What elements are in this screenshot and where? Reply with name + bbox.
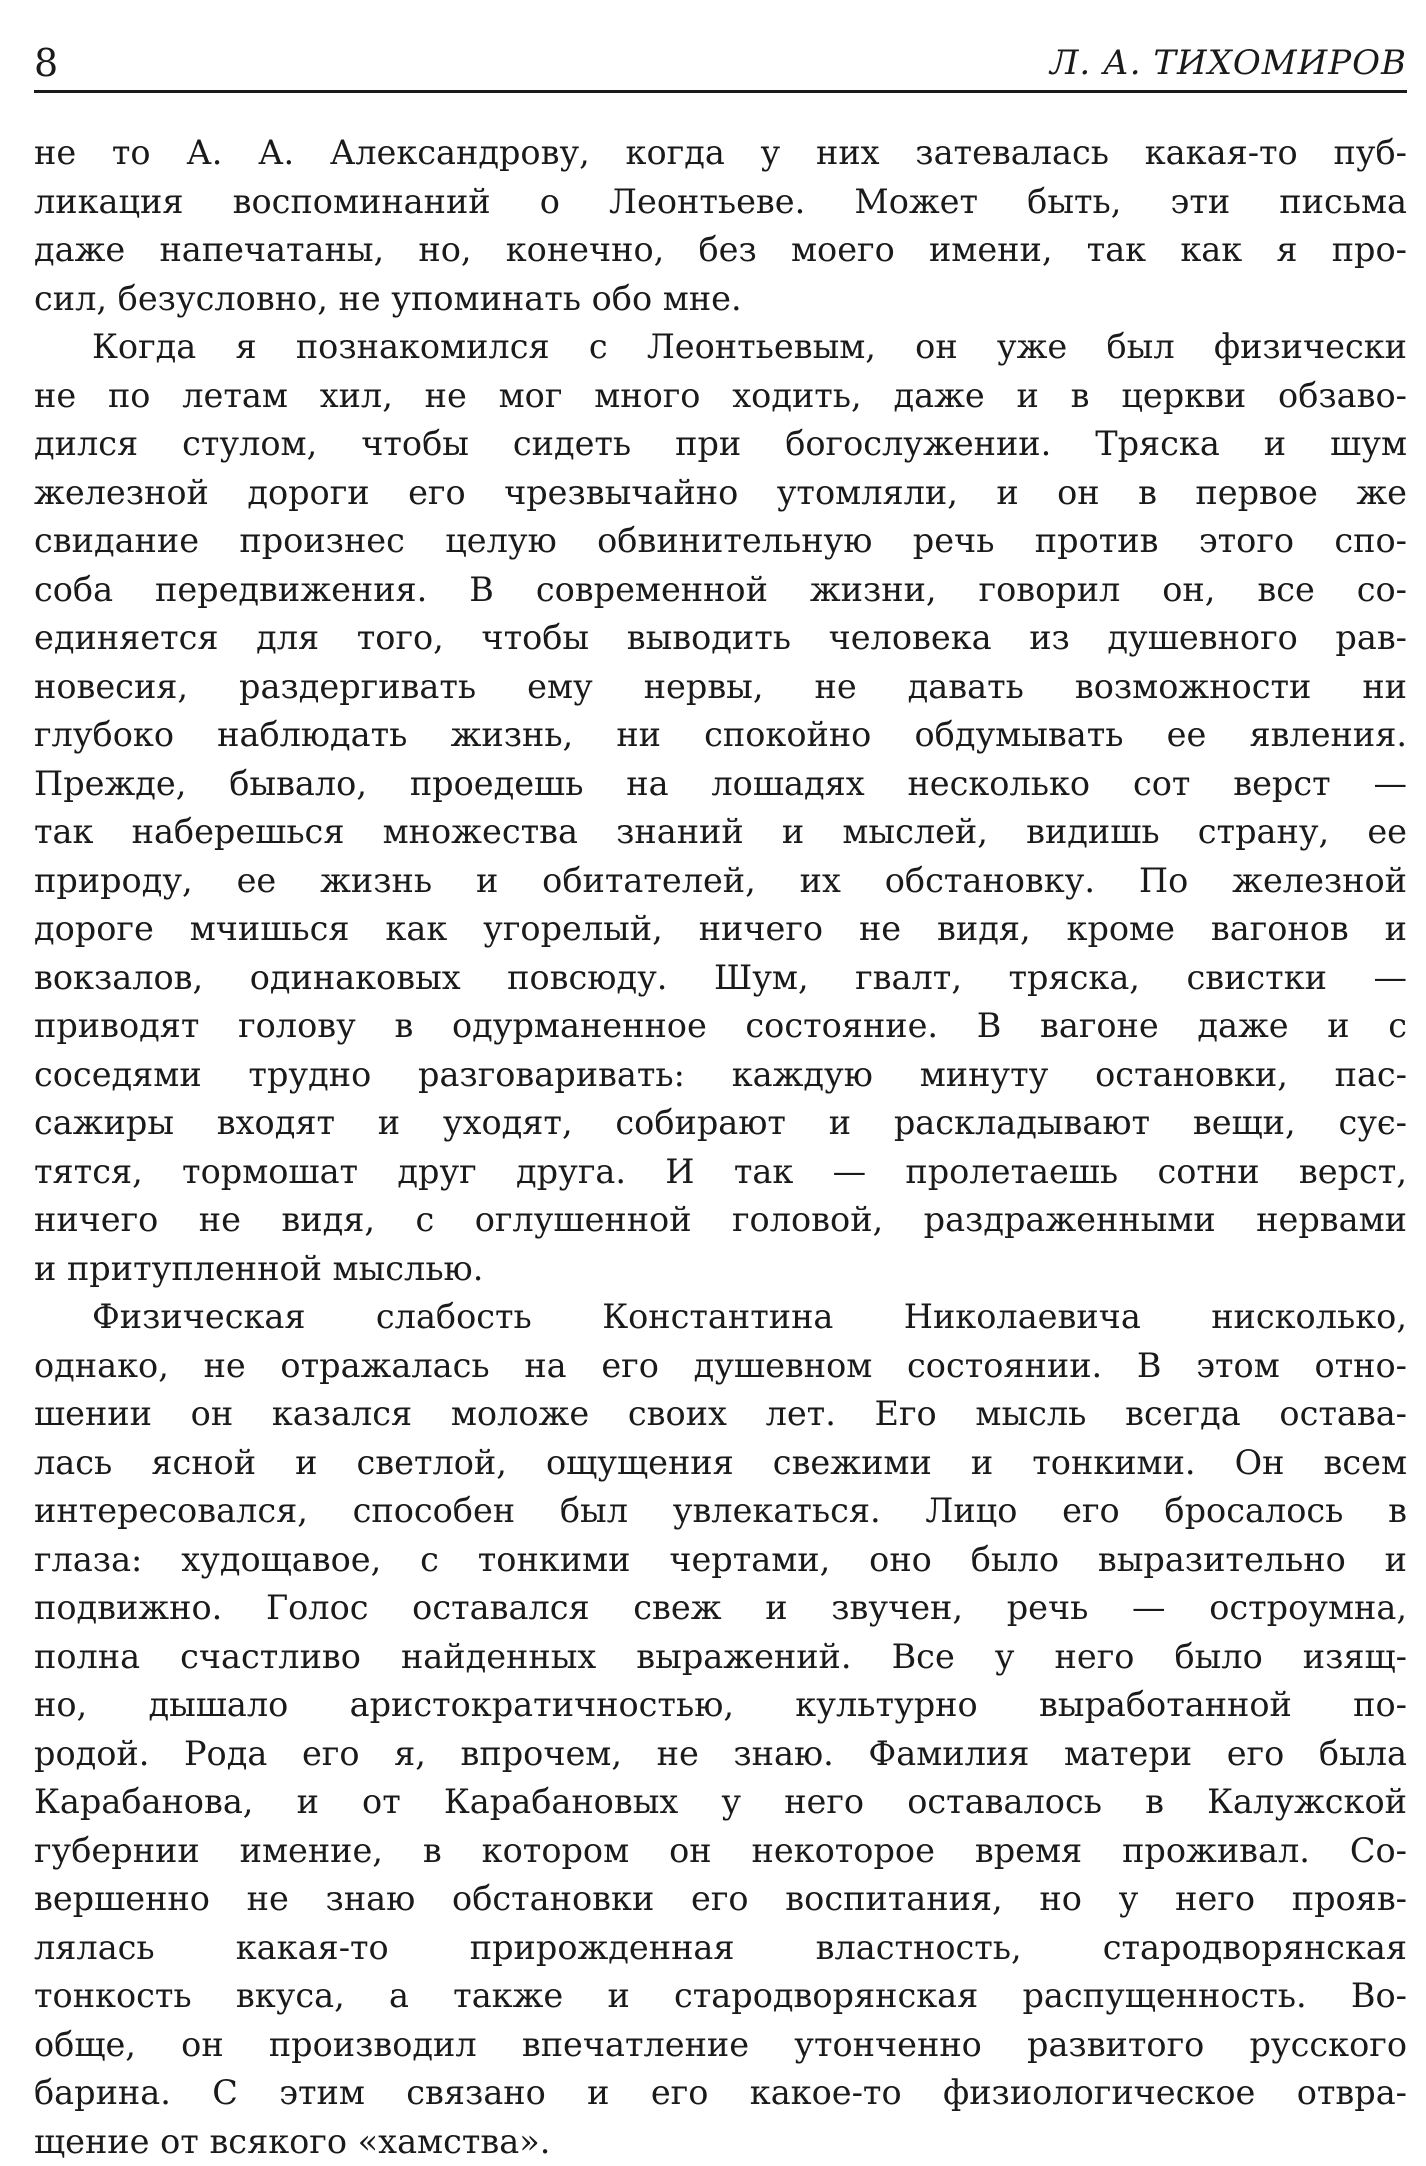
text-line: барина. С этим связано и его какое-то физиологическое отвра- [34,2069,1407,2118]
text-line: ничего не видя, с оглушенной головой, раздраженными нервами [34,1196,1407,1245]
text-line: полна счастливо найденных выражений. Все у него было изящ- [34,1633,1407,1682]
text-line: ликация воспоминаний о Леонтьеве. Может быть, эти письма [34,178,1407,227]
text-line: щение от всякого «хамства». [34,2118,1407,2166]
text-line: дился стулом, чтобы сидеть при богослужении. Тряска и шум [34,420,1407,469]
text-line: однако, не отражалась на его душевном состоянии. В этом отно- [34,1342,1407,1391]
text-line: тонкость вкуса, а также и стародворянская распущенность. Во- [34,1972,1407,2021]
text-line: глаза: худощавое, с тонкими чертами, оно было выразительно и [34,1536,1407,1585]
text-line: родой. Рода его я, впрочем, не знаю. Фамилия матери его была [34,1730,1407,1779]
text-line: глубоко наблюдать жизнь, ни спокойно обдумывать ее явления. [34,711,1407,760]
text-line: Прежде, бывало, проедешь на лошадях несколько сот верст — [34,760,1407,809]
text-line: лялась какая-то прирожденная властность, стародворянская [34,1924,1407,1973]
text-line: соседями трудно разговаривать: каждую минуту остановки, пас- [34,1051,1407,1100]
book-page [34,38,1407,2166]
text-line: сажиры входят и уходят, собирают и раскладывают вещи, сує- [34,1099,1407,1148]
text-line: соба передвижения. В современной жизни, говорил он, все со- [34,566,1407,615]
running-head [34,38,1407,93]
body-text [34,129,1407,2166]
text-line: природу, ее жизнь и обитателей, их обстановку. По железной [34,857,1407,906]
text-line: так наберешься множества знаний и мыслей, видишь страну, ее [34,808,1407,857]
page-number: 8 [34,40,58,86]
text-line: железной дороги его чрезвычайно утомляли, и он в первое же [34,469,1407,518]
paragraph [34,1293,1407,2166]
text-line: Когда я познакомился с Леонтьевым, он уже был физически [34,323,1407,372]
text-line: лась ясной и светлой, ощущения свежими и тонкими. Он всем [34,1439,1407,1488]
text-line: свидание произнес целую обвинительную речь против этого спо- [34,517,1407,566]
text-line: не то А. А. Александрову, когда у них затевалась какая-то пуб- [34,129,1407,178]
text-line: дороге мчишься как угорелый, ничего не видя, кроме вагонов и [34,905,1407,954]
text-line: приводят голову в одурманенное состояние. В вагоне даже и с [34,1002,1407,1051]
text-line: обще, он производил впечатление утонченно развитого русского [34,2021,1407,2070]
text-line: но, дышало аристократичностью, культурно выработанной по- [34,1681,1407,1730]
running-title: Л. А. ТИХОМИРОВ [1050,40,1407,86]
text-line: сил, безусловно, не упоминать обо мне. [34,275,1407,324]
text-line: вокзалов, одинаковых повсюду. Шум, гвалт, тряска, свистки — [34,954,1407,1003]
text-line: вершенно не знаю обстановки его воспитания, но у него прояв- [34,1875,1407,1924]
text-line: шении он казался моложе своих лет. Его мысль всегда остава- [34,1390,1407,1439]
text-line: даже напечатаны, но, конечно, без моего имени, так как я про- [34,226,1407,275]
text-line: Физическая слабость Константина Николаевича нисколько, [34,1293,1407,1342]
text-line: тятся, тормошат друг друга. И так — пролетаешь сотни верст, [34,1148,1407,1197]
paragraph [34,129,1407,323]
text-line: Карабанова, и от Карабановых у него оставалось в Калужской [34,1778,1407,1827]
text-line: новесия, раздергивать ему нервы, не давать возможности ни [34,663,1407,712]
text-line: подвижно. Голос оставался свеж и звучен, речь — остроумна, [34,1584,1407,1633]
paragraph [34,323,1407,1293]
text-line: и притупленной мыслью. [34,1245,1407,1294]
text-line: не по летам хил, не мог много ходить, даже и в церкви обзаво- [34,372,1407,421]
text-line: губернии имение, в котором он некоторое время проживал. Со- [34,1827,1407,1876]
text-line: единяется для того, чтобы выводить человека из душевного рав- [34,614,1407,663]
text-line: интересовался, способен был увлекаться. Лицо его бросалось в [34,1487,1407,1536]
